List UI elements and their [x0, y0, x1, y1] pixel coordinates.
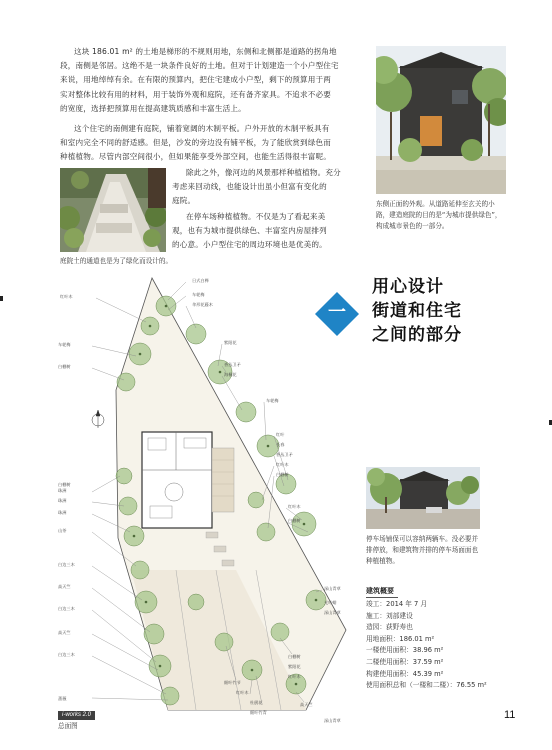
text-line: 和室内完全不同的舒适感。但是，沙发的旁边没有铺平板，为了能欣赏到绿色而 [60, 138, 332, 148]
page-number: 11 [504, 709, 516, 721]
title-line-1: 用心设计 [372, 277, 444, 297]
plant-label: 红叶木 [60, 294, 73, 299]
text-line: 的心意。小户型住宅的周边环境也是优美的。 [172, 240, 327, 250]
plant-label: 白边三木 [58, 606, 75, 611]
plant-label: 车轮梅 [192, 292, 205, 297]
spec-ground: 构建使用面积：45.39 m² [366, 669, 444, 678]
caption-line: 排停放，和建筑物并排的停车场面面也 [366, 546, 479, 554]
plant-label: 白边三木 [58, 562, 75, 567]
pathway-photo-caption: 庭院土的通道也是为了绿化而设计的。 [60, 257, 173, 265]
text-line: 的宽度，选择把预算用在提高建筑质感和丰富生活上。 [60, 103, 246, 113]
plant-label: 日式白桦 [192, 278, 209, 283]
plant-label: 红叶木 [288, 504, 301, 509]
spec-site-area: 用地面积：186.01 m² [366, 634, 435, 643]
pathway-photo [60, 168, 166, 252]
parking-photo [366, 467, 480, 529]
spec-floor2: 二楼使用面积：37.59 m² [366, 657, 444, 666]
text-line: 考虑来回动线，也能设计出虽小但富有变化的 [172, 182, 327, 192]
plan-caption: 总面图 [58, 722, 78, 730]
plant-label: 红叶木 [288, 674, 301, 679]
plant-label: 白棚树 [276, 472, 289, 477]
edge-mark [0, 296, 3, 301]
plant-label: 深山青草 [324, 718, 341, 723]
plant-label: 珠洲 [58, 510, 67, 515]
text-line: 实对整体比较有用的材料，用于装饰外观和庭院，还有备齐家具。不追求不必要 [60, 89, 332, 99]
spec-design: 造园：荻野寿也 [366, 623, 413, 632]
plant-label: 珠洲 [58, 498, 67, 503]
plant-label: 白棚树 [288, 518, 301, 523]
plant-label: 细叶竹节 [224, 680, 241, 685]
plant-label: 白边三木 [58, 652, 75, 657]
plant-label: 紫阳花 [288, 664, 301, 669]
plant-label: 珠洲 [58, 488, 67, 493]
caption-line: 东侧正面的外观。从道路延伸至玄关的小 [376, 200, 495, 208]
section-title [372, 275, 462, 347]
plant-label: 白棚树 [288, 654, 301, 659]
parking-photo-caption [366, 534, 516, 567]
building-specs [366, 586, 516, 692]
plant-label: 细叶竹青 [250, 710, 267, 715]
title-line-2: 街道和住宅 [372, 301, 462, 321]
caption-line: 构成城市景色的一部分。 [376, 222, 449, 230]
caption-line: 种植植物。 [366, 557, 399, 565]
text-line: 段，南侧是邻居。这绝不是一块条件良好的土地。但对于计划建造一个小户型住宅 [60, 61, 339, 71]
plant-label: 蔷薇 [58, 696, 67, 701]
plant-label: 车轮梅 [58, 342, 71, 347]
pathway-photo-image [60, 168, 166, 252]
text-line: 这个住宅的南侧建有庭院，铺着宽阔的木制平板。户外开放的木制平板具有 [74, 124, 330, 133]
body-paragraph-3 [172, 166, 364, 209]
plant-label: 高天竺 [58, 630, 71, 635]
plant-label: 高天竺 [58, 584, 71, 589]
plant-label: 深山青草 [324, 586, 341, 591]
caption-line: 路，建造庭院的目的是“为城市提供绿色”， [376, 211, 502, 219]
plant-label: 高天竺 [300, 702, 313, 707]
title-line-3: 之间的部分 [372, 325, 462, 345]
plant-label: 香丛卫矛 [224, 362, 241, 367]
plant-label: 香丛卫矛 [276, 452, 293, 457]
text-line: 这块 186.01 m² 的土地是梯形的不规则用地，东侧和北侧都是道路的拐角地 [74, 47, 337, 56]
caption-line: 停车场铺保可以容纳两辆车。没必要并 [366, 535, 479, 543]
spec-total: 使用面积总和（一楼和二楼）：76.55 m² [366, 681, 487, 690]
plant-label: 海桐花 [224, 372, 237, 377]
text-line: 观，也有为城市提供绿色、丰富室内房屋排列 [172, 226, 327, 236]
text-line: 种植植物。尽管内部空间很小，但如果能享受外部空间，也能生活得很丰富呢。 [60, 152, 332, 162]
site-plan-drawing [56, 270, 356, 720]
house-photo-caption [376, 199, 516, 232]
text-line: 来说，用地绰绰有余。在有限的预算内，把住宅建成小户型，剩下的预算用于两 [60, 75, 332, 85]
plant-label: 山茶 [58, 528, 67, 533]
spec-builder: 施工：刘部建设 [366, 611, 413, 620]
plant-label: 长春 [276, 442, 285, 447]
spec-floor1: 一楼使用面积：38.96 m² [366, 646, 444, 655]
plant-label: 紫阳花 [224, 340, 237, 345]
plan-source-badge: i-works 2.0 [58, 711, 95, 720]
plant-label: 白棚树 [58, 364, 71, 369]
plant-label: 红叶木 [236, 690, 249, 695]
plant-label: 深山青草 [324, 610, 341, 615]
text-line: 在停车场种植植物。不仅是为了看起来美 [186, 212, 326, 221]
house-exterior-image [376, 46, 506, 194]
plant-label: 红叶木 [276, 462, 289, 467]
plant-label: 光叶蜡 [324, 600, 337, 605]
parking-photo-image [366, 467, 480, 529]
section-number: 一 [328, 302, 346, 323]
plant-label: 杜鹃花 [250, 700, 263, 705]
body-paragraph-4 [172, 210, 364, 253]
plant-label: 红叶 [276, 432, 285, 437]
plant-label: 伞形花藤木 [192, 302, 213, 307]
spec-completed: 竣工：2014 年 7 月 [366, 600, 428, 608]
text-line: 庭院。 [172, 196, 196, 206]
plant-label: 车轮梅 [266, 398, 279, 403]
house-exterior-photo [376, 46, 506, 194]
body-paragraph-2 [60, 122, 364, 165]
body-paragraph-1 [60, 45, 364, 116]
plant-label: 白棚树 [58, 482, 71, 487]
site-plan [56, 270, 356, 723]
text-line: 除此之外，像河边的风景那样种植植物。充分 [186, 168, 341, 177]
specs-heading: 建筑概要 [366, 586, 398, 598]
